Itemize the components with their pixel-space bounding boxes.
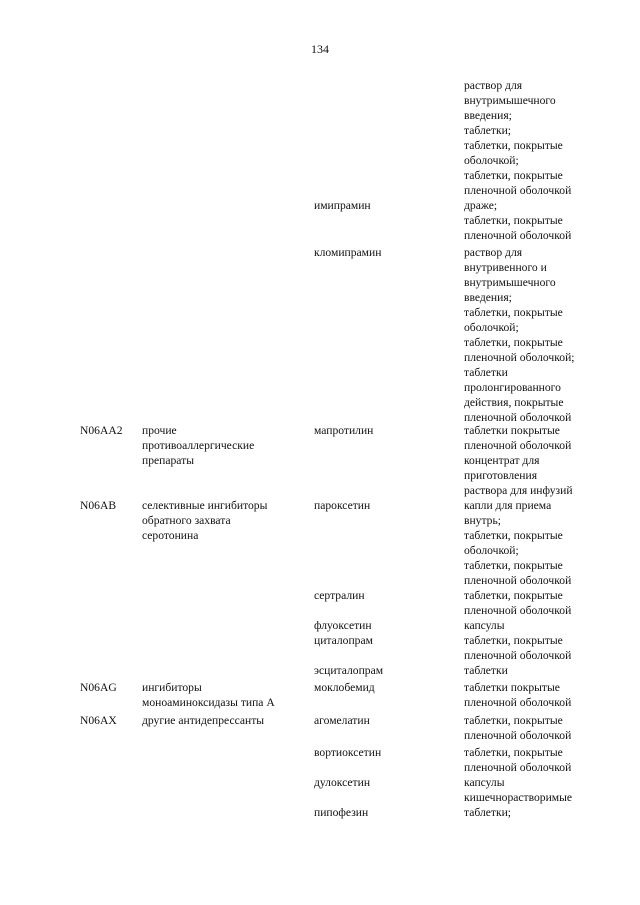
atc-code: N06AX: [80, 714, 117, 727]
dosage-forms: [464, 618, 614, 633]
drug-name: моклобемид: [314, 681, 375, 694]
text-line: приготовления: [464, 469, 538, 482]
text-line: оболочкой;: [464, 544, 519, 557]
continued-dosage-forms: [464, 78, 614, 198]
drug-name: пароксетин: [314, 499, 371, 512]
text-line: таблетки, покрытые: [464, 139, 563, 152]
text-line: пленочной оболочкой: [464, 184, 572, 197]
dosage-forms: [464, 198, 614, 243]
text-line: пленочной оболочкой: [464, 696, 572, 709]
text-line: кишечнорастворимые: [464, 791, 573, 804]
text-line: ингибиторы: [142, 681, 202, 694]
text-line: пленочной оболочкой: [464, 411, 572, 424]
atc-code: N06AG: [80, 681, 117, 694]
text-line: таблетки, покрытые: [464, 214, 563, 227]
dosage-forms: [464, 775, 614, 805]
pharmacological-group: [142, 498, 307, 543]
drug-name: агомелатин: [314, 714, 370, 727]
dosage-forms: [464, 663, 614, 678]
text-line: таблетки, покрытые: [464, 529, 563, 542]
drug-name: эсциталопрам: [314, 664, 384, 677]
text-line: действия, покрытые: [464, 396, 564, 409]
text-line: пролонгированного: [464, 381, 561, 394]
text-line: внутрь;: [464, 514, 501, 527]
text-line: введения;: [464, 109, 512, 122]
dosage-forms: [464, 588, 614, 618]
text-line: раствор для: [464, 246, 523, 259]
text-line: таблетки: [464, 664, 508, 677]
dosage-forms: [464, 498, 614, 588]
pharmacological-group: [142, 423, 307, 468]
atc-code: N06AB: [80, 499, 117, 512]
text-line: внутривенного и: [464, 261, 547, 274]
text-line: пленочной оболочкой: [464, 604, 572, 617]
text-line: таблетки: [464, 366, 508, 379]
text-line: внутримышечного: [464, 276, 556, 289]
text-line: пленочной оболочкой: [464, 229, 572, 242]
text-line: противоаллергические: [142, 439, 255, 452]
text-line: таблетки;: [464, 124, 512, 137]
drug-name: имипрамин: [314, 199, 371, 212]
text-line: моноаминоксидазы типа А: [142, 696, 275, 709]
text-line: пленочной оболочкой: [464, 649, 572, 662]
dosage-forms: [464, 245, 614, 425]
text-line: препараты: [142, 454, 194, 467]
text-line: пленочной оболочкой: [464, 761, 572, 774]
dosage-forms: [464, 805, 614, 820]
text-line: таблетки, покрытые: [464, 306, 563, 319]
text-line: раствор для: [464, 79, 523, 92]
text-line: капсулы: [464, 619, 505, 632]
dosage-forms: [464, 745, 614, 775]
text-line: внутримышечного: [464, 94, 556, 107]
drug-name: пипофезин: [314, 806, 369, 819]
drug-name: флуоксетин: [314, 619, 372, 632]
text-line: капсулы: [464, 776, 505, 789]
drug-name: кломипрамин: [314, 246, 382, 259]
text-line: пленочной оболочкой: [464, 574, 572, 587]
text-line: концентрат для: [464, 454, 540, 467]
page-number: 134: [311, 42, 329, 56]
drug-name: вортиоксетин: [314, 746, 382, 759]
text-line: таблетки, покрытые: [464, 559, 563, 572]
dosage-forms: [464, 633, 614, 663]
text-line: таблетки, покрытые: [464, 634, 563, 647]
text-line: раствора для инфузий: [464, 484, 573, 497]
text-line: оболочкой;: [464, 321, 519, 334]
dosage-forms: [464, 713, 614, 743]
text-line: селективные ингибиторы: [142, 499, 268, 512]
text-line: таблетки, покрытые: [464, 336, 563, 349]
text-line: пленочной оболочкой: [464, 439, 572, 452]
text-line: прочие: [142, 424, 177, 437]
dosage-forms: [464, 680, 614, 710]
drug-name: циталопрам: [314, 634, 373, 647]
text-line: драже;: [464, 199, 498, 212]
text-line: пленочной оболочкой;: [464, 351, 575, 364]
pharmacological-group: [142, 713, 307, 728]
text-line: оболочкой;: [464, 154, 519, 167]
text-line: таблетки, покрытые: [464, 714, 563, 727]
text-line: другие антидепрессанты: [142, 714, 265, 727]
text-line: серотонина: [142, 529, 199, 542]
drug-name: дулоксетин: [314, 776, 371, 789]
text-line: обратного захвата: [142, 514, 231, 527]
text-line: таблетки, покрытые: [464, 589, 563, 602]
drug-name: сертралин: [314, 589, 365, 602]
text-line: таблетки покрытые: [464, 424, 560, 437]
text-line: таблетки, покрытые: [464, 746, 563, 759]
text-line: пленочной оболочкой: [464, 729, 572, 742]
text-line: введения;: [464, 291, 512, 304]
text-line: таблетки;: [464, 806, 512, 819]
text-line: таблетки, покрытые: [464, 169, 563, 182]
text-line: капли для приема: [464, 499, 552, 512]
text-line: таблетки покрытые: [464, 681, 560, 694]
dosage-forms: [464, 423, 614, 498]
atc-code: N06AA2: [80, 424, 123, 437]
drug-name: мапротилин: [314, 424, 374, 437]
pharmacological-group: [142, 680, 307, 710]
